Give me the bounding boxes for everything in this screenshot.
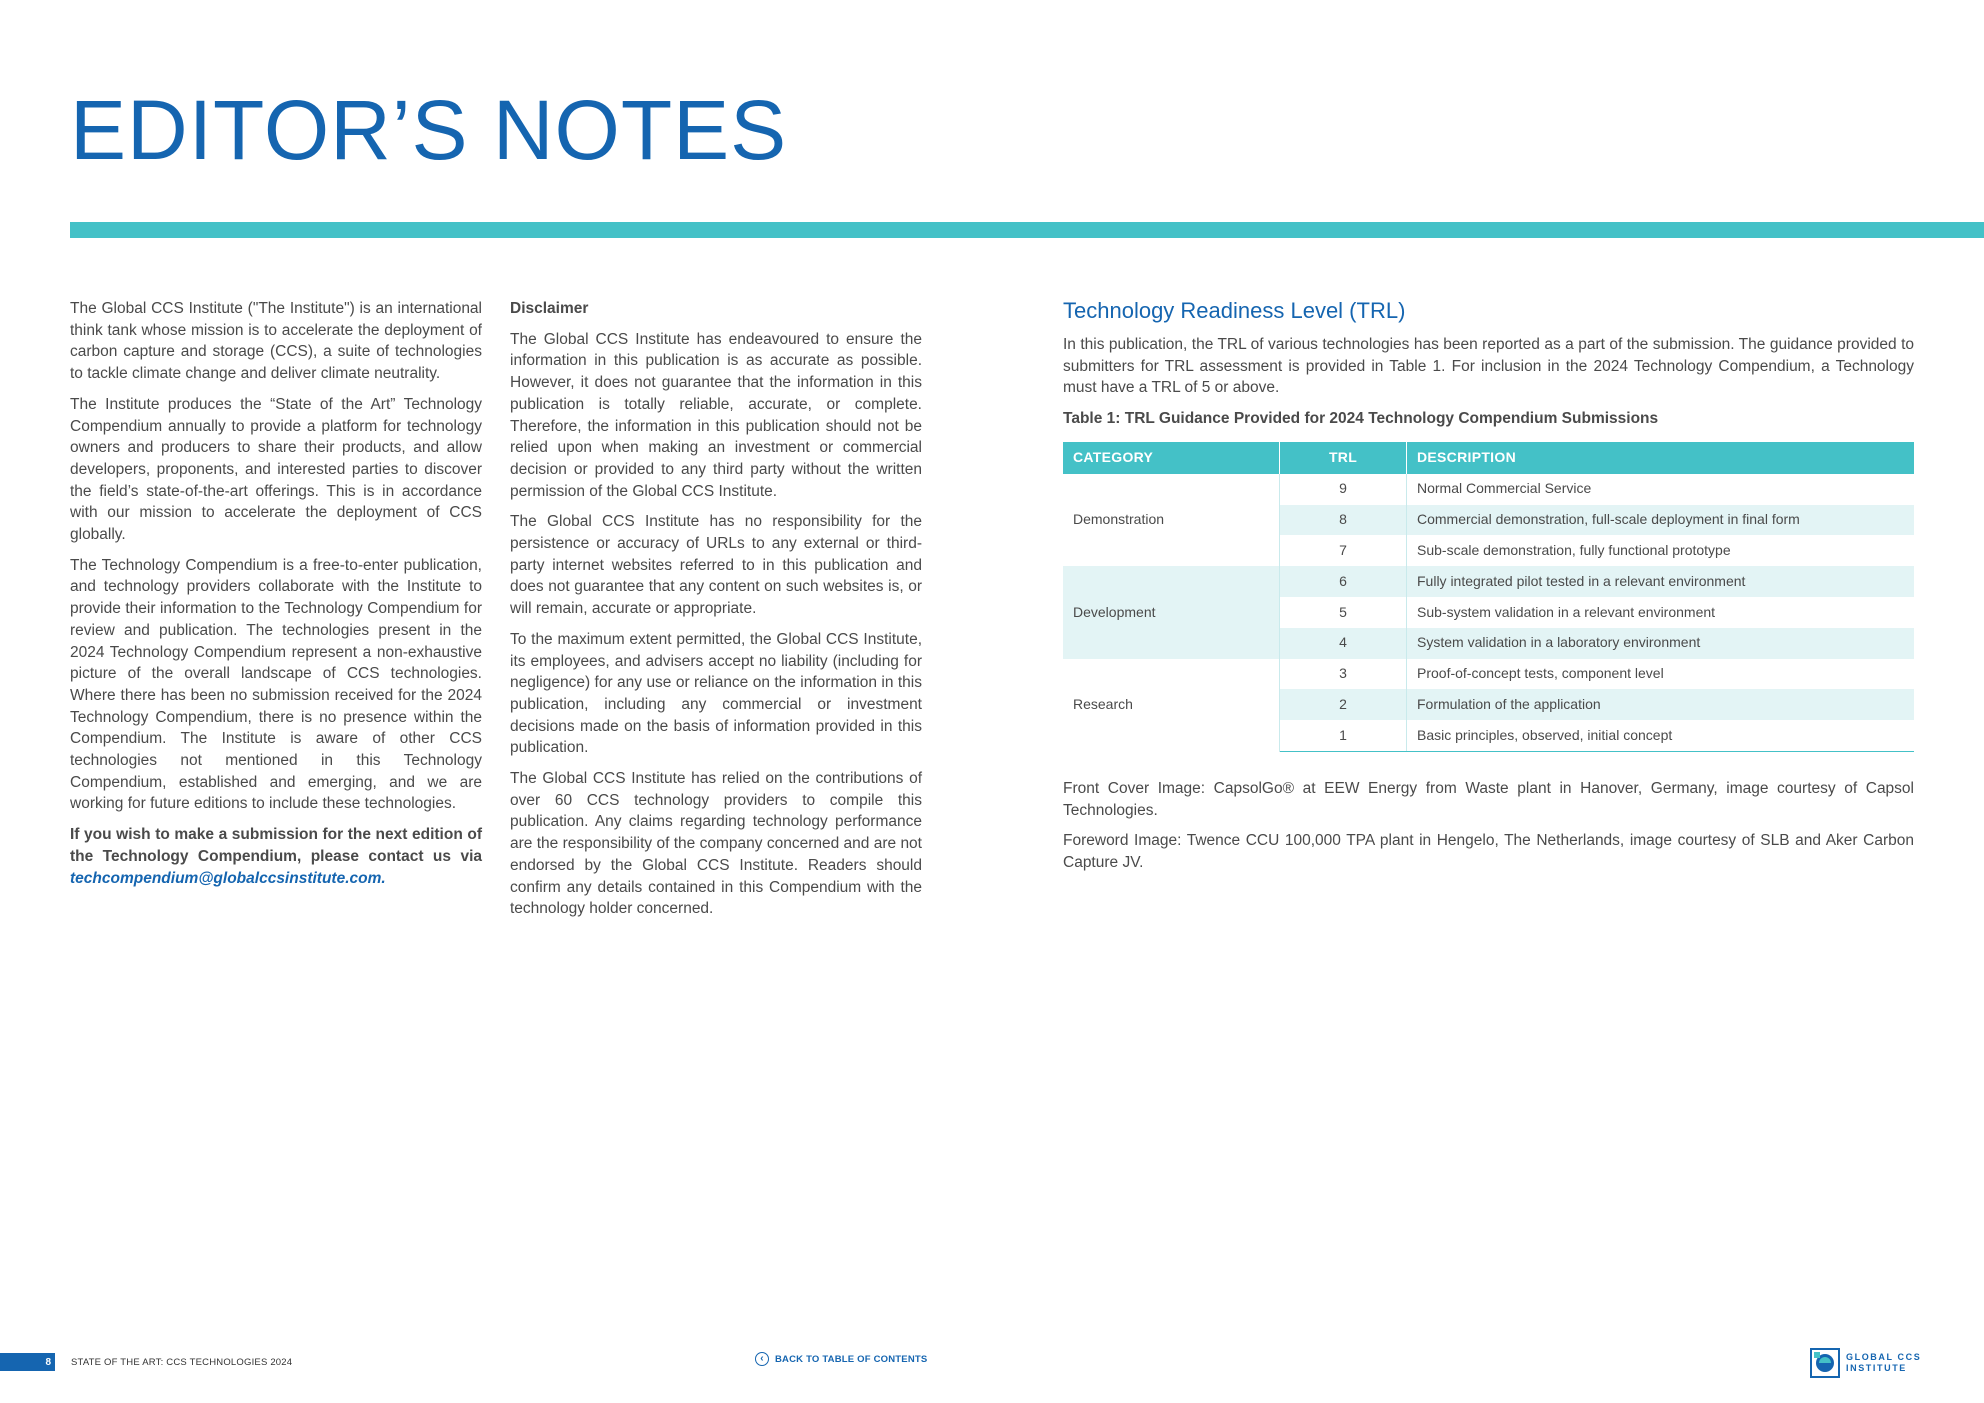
back-to-contents-label: BACK TO TABLE OF CONTENTS xyxy=(775,1353,928,1365)
trl-cell: 3 xyxy=(1280,659,1407,690)
disclaimer-paragraph: The Global CCS Institute has endeavoured to ensure the information in this publication is as accurate as possible. However, it does not guarantee that the information in this publication is totally reliable, accurate, or complete. Therefore, the information in this publication should not be relied upon when making an investment or commercial decision or provided to any third party without the written permission of the Global CCS Institute. xyxy=(510,330,922,500)
footer-left xyxy=(0,1353,292,1371)
disclaimer-heading: Disclaimer xyxy=(510,300,589,317)
intro-paragraph: The Institute produces the “State of the Art” Technology Compendium annually to provide a platform for technology owners and producers to share their products, and allow developers, proponents, and interested parties to discover the field’s state-of-the-art offerings. This is in accordance with our mission to accelerate the deployment of CCS globally. xyxy=(70,395,482,544)
trl-table xyxy=(1063,442,1914,752)
foreword-image-credit: Foreword Image: Twence CCU 100,000 TPA plant in Hengelo, The Netherlands, image courtesy of SLB and Aker Carbon Capture JV. xyxy=(1063,832,1914,872)
disclaimer-paragraph: The Global CCS Institute has relied on the contributions of over 60 CCS technology providers to compile this publication. Any claims regarding technology performance are the responsibility of the company concerned and are not endorsed by the Global CCS Institute. Readers should confirm any details contained in this Compendium with the technology holder concerned. xyxy=(510,770,922,918)
intro-column xyxy=(70,298,482,898)
logo-line-2: INSTITUTE xyxy=(1846,1363,1907,1373)
intro-paragraph: The Global CCS Institute ("The Institute") is an international think tank whose mission is to accelerate the deployment of carbon capture and storage (CCS), a suite of technologies to tackle climate change and deliver climate neutrality. xyxy=(70,300,482,383)
description-cell: Sub-scale demonstration, fully functional prototype xyxy=(1417,541,1731,558)
category-cell-research: Research xyxy=(1063,659,1280,752)
front-cover-credit: Front Cover Image: CapsolGo® at EEW Energy from Waste plant in Hanover, Germany, image courtesy of Capsol Technologies. xyxy=(1063,779,1914,819)
trl-cell: 8 xyxy=(1280,505,1407,536)
trl-cell: 2 xyxy=(1280,689,1407,720)
trl-intro: In this publication, the TRL of various technologies has been reported as a part of the submission. The guidance provided to submitters for TRL assessment is provided in Table 1. For inclusion in the 2024 Technology Compendium, a Technology must have a TRL of 5 or above. xyxy=(1063,336,1914,397)
trl-cell: 7 xyxy=(1280,535,1407,566)
description-cell: Formulation of the application xyxy=(1407,689,1915,720)
global-ccs-institute-logo xyxy=(1810,1348,1921,1378)
description-cell: Fully integrated pilot tested in a relevant environment xyxy=(1407,566,1915,597)
back-to-contents-link[interactable] xyxy=(755,1352,927,1366)
trl-cell: 1 xyxy=(1280,720,1407,751)
page-number: 8 xyxy=(0,1353,55,1371)
trl-cell: 5 xyxy=(1280,597,1407,628)
description-cell: Commercial demonstration, full-scale deployment in final form xyxy=(1407,505,1915,536)
description-cell: Proof-of-concept tests, component level xyxy=(1417,665,1664,682)
title-divider-bar xyxy=(70,222,1984,238)
trl-cell: 9 xyxy=(1280,474,1407,505)
logo-mark-icon xyxy=(1810,1348,1840,1378)
logo-wordmark xyxy=(1846,1352,1921,1374)
description-cell: Basic principles, observed, initial concept xyxy=(1407,720,1915,751)
category-cell-demonstration: Demonstration xyxy=(1063,474,1280,566)
table-row xyxy=(1063,659,1914,690)
table-header-row xyxy=(1063,442,1914,474)
submission-call-to-action xyxy=(70,824,482,889)
trl-heading: Technology Readiness Level (TRL) xyxy=(1063,298,1406,323)
column-header-category: CATEGORY xyxy=(1063,442,1280,474)
publication-title: STATE OF THE ART: CCS TECHNOLOGIES 2024 xyxy=(71,1356,293,1368)
table-row xyxy=(1063,566,1914,597)
disclaimer-paragraph: To the maximum extent permitted, the Global CCS Institute, its employees, and advisers accept no liability (including for negligence) for any use or reliance on the information in this publication, including any commercial or investment decisions made on the basis of information provided in this publication. xyxy=(510,630,922,757)
image-credits xyxy=(1063,778,1914,874)
intro-paragraph: The Technology Compendium is a free-to-enter publication, and technology providers collaborate with the Institute to provide their information to the Technology Compendium for review and publication. The technologies present in the 2024 Technology Compendium represent a non-exhaustive picture of the overall landscape of CCS technologies. Where there has been no submission received for the 2024 Technology Compendium, there is no presence within the Compendium. The Institute is aware of other CCS technologies not mentioned in this Technology Compendium, established and emerging, and we are working for future editions to include these technologies. xyxy=(70,556,482,813)
trl-section xyxy=(1063,298,1914,883)
description-cell: System validation in a laboratory environment xyxy=(1407,628,1915,659)
chevron-left-circle-icon: ‹ xyxy=(755,1352,769,1366)
trl-cell: 6 xyxy=(1280,566,1407,597)
contact-email-link[interactable]: techcompendium@globalccsinstitute.com. xyxy=(70,869,386,887)
trl-cell: 4 xyxy=(1280,628,1407,659)
column-header-trl: TRL xyxy=(1280,442,1407,474)
page-title: EDITOR’S NOTES xyxy=(70,83,788,177)
logo-line-1: GLOBAL CCS xyxy=(1846,1352,1922,1362)
description-cell: Normal Commercial Service xyxy=(1417,480,1592,497)
submission-cta-text: If you wish to make a submission for the next edition of the Technology Compendium, please contact us via xyxy=(70,826,482,865)
table-caption: Table 1: TRL Guidance Provided for 2024 Technology Compendium Submissions xyxy=(1063,410,1659,428)
column-header-description: DESCRIPTION xyxy=(1407,442,1915,474)
disclaimer-paragraph: The Global CCS Institute has no responsibility for the persistence or accuracy of URLs to any external or third-party internet websites referred to in this publication and does not guarantee that any content on such websites is, or will remain, accurate or appropriate. xyxy=(510,513,922,618)
disclaimer-column xyxy=(510,298,922,929)
table-row xyxy=(1063,474,1914,505)
description-cell: Sub-system validation in a relevant environment xyxy=(1417,603,1716,620)
category-cell-development: Development xyxy=(1063,566,1280,658)
